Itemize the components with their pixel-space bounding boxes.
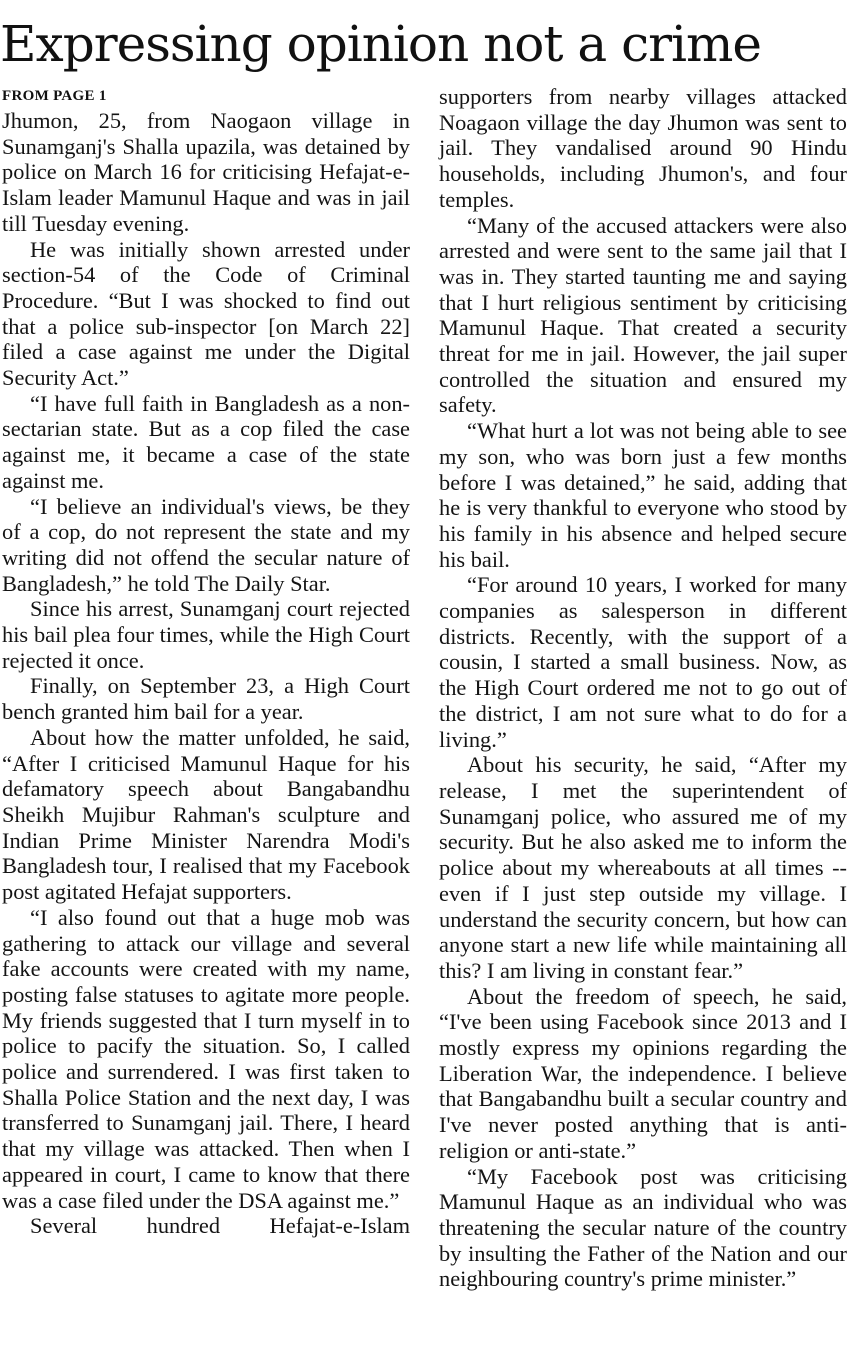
paragraph: “I also found out that a huge mob was gathering to attack our village and several fake accounts were created with my name, posting false statuses to agitate more people. My friends suggested that I turn myself in to police to pacify the situation. So, I called police and surrendered. I was first taken to Shalla Police Station and the next day, I was transferred to Sunamganj jail. There, I heard that my village was attacked. Then when I appeared in court, I came to know that there was a case filed under the DSA against me.” [2, 904, 410, 1213]
paragraph: “I have full faith in Bangladesh as a non-sectarian state. But as a cop filed the case against me, it became a case of the state against me. [2, 390, 410, 493]
paragraph: “Many of the accused attackers were also arrested and were sent to the same jail that I was in. They started taunting me and saying that I hurt religious sentiment by criticising Mamunul Haque. That created a security threat for me in jail. However, the jail super controlled the situation and ensured my safety. [439, 212, 847, 418]
paragraph: About the freedom of speech, he said, “I've been using Facebook since 2013 and I mostly express my opinions regarding the Liberation War, the independence. I believe that Bangabandhu built a secular country and I've never posted anything that is anti-religion or anti-state.” [439, 983, 847, 1163]
paragraph: Since his arrest, Sunamganj court rejected his bail plea four times, while the High Court rejected it once. [2, 596, 410, 673]
paragraph: “I believe an individual's views, be they of a cop, do not represent the state and my writing did not offend the secular nature of Bangladesh,” he told The Daily Star. [2, 493, 410, 596]
paragraph: supporters from nearby villages attacked Noagaon village the day Jhumon was sent to jail. They vandalised around 90 Hindu households, including Jhumon's, and four temples. [439, 84, 847, 212]
paragraph: “For around 10 years, I worked for many companies as salesperson in different districts. Recently, with the support of a cousin, I started a small business. Now, as the High Court ordered me not to go out of the district, I am not sure what to do for a living.” [439, 572, 847, 752]
paragraph: “My Facebook post was criticising Mamunul Haque as an individual who was threatening the secular nature of the country by insulting the Father of the Nation and our neighbouring country's prime minister.” [439, 1163, 847, 1292]
paragraph: Finally, on September 23, a High Court bench granted him bail for a year. [2, 673, 410, 725]
paragraph: About his security, he said, “After my release, I met the superintendent of Sunamganj police, who assured me of my security. But he also asked me to inform the police about my whereabouts at all times -- even if I just step outside my village. I understand the security concern, but how can anyone start a new life while maintaining all this? I am living in constant fear.” [439, 752, 847, 983]
article-column-left [2, 108, 410, 1239]
paragraph: About how the matter unfolded, he said, “After I criticised Mamunul Haque for his defamatory speech about Bangabandhu Sheikh Mujibur Rahman's sculpture and Indian Prime Minister Narendra Modi's Bangladesh tour, I realised that my Facebook post agitated Hefajat supporters. [2, 724, 410, 905]
paragraph: Jhumon, 25, from Naogaon village in Sunamganj's Shalla upazila, was detained by police on March 16 for criticising Hefajat-e-Islam leader Mamunul Haque and was in jail till Tuesday evening. [2, 108, 410, 236]
continuation-label: FROM PAGE 1 [2, 88, 107, 104]
headline: Expressing opinion not a crime [0, 15, 761, 73]
paragraph: “What hurt a lot was not being able to see my son, who was born just a few months before I was detained,” he said, adding that he is very thankful to everyone who stood by his family in his absence and helped secure his bail. [439, 418, 847, 572]
paragraph: Several hundred Hefajat-e-Islam [30, 1213, 410, 1239]
article-column-right [439, 84, 847, 1292]
paragraph: He was initially shown arrested under section-54 of the Code of Criminal Procedure. “But I was shocked to find out that a police sub-inspector [on March 22] filed a case against me under the Digital Security Act.” [2, 236, 410, 391]
